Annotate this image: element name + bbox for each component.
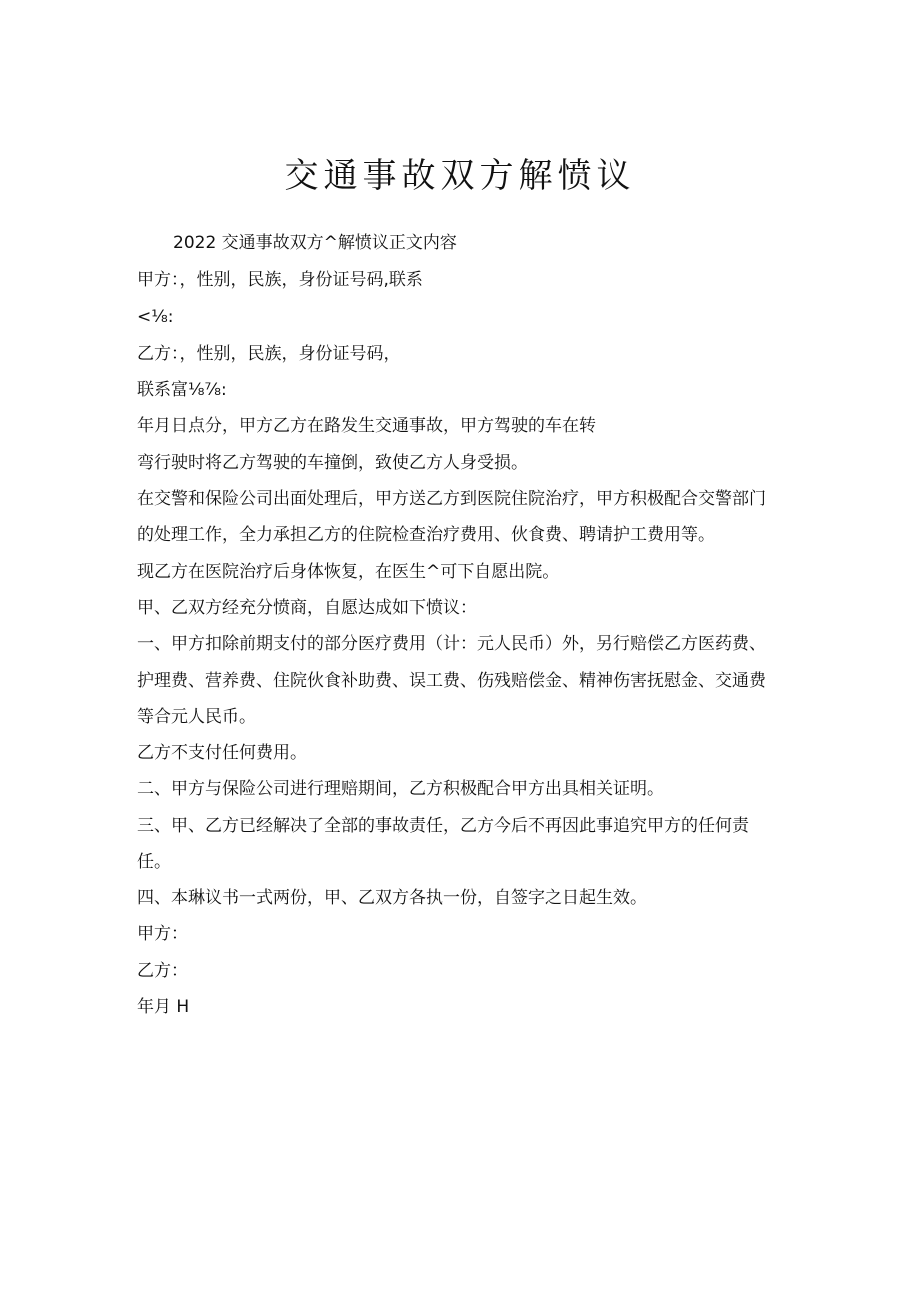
- signature-party-b: 乙方：: [137, 961, 188, 981]
- clause-line: 等合元人民币。: [137, 707, 256, 727]
- intro-line: 2022 交通事故双方^解愤议正文内容: [173, 233, 457, 253]
- signature-party-a: 甲方：: [137, 924, 188, 944]
- clause-line: 二、甲方与保险公司进行理赔期间，乙方积极配合甲方出具相关证明。: [137, 779, 664, 799]
- paragraph-line: 甲、乙双方经充分愤商，自愿达成如下愤议：: [137, 598, 477, 618]
- clause-line: 四、本琳议书一式两份，甲、乙双方各执一份，自签字之日起生效。: [137, 888, 647, 908]
- paragraph-line: 的处理工作，全力承担乙方的住院检查治疗费用、伙食费、聘请护工费用等。: [137, 525, 715, 545]
- paragraph-line: 弯行驶时将乙方驾驶的车撞倒，致使乙方人身受损。: [137, 453, 528, 473]
- clause-line: 三、甲、乙方已经解决了全部的事故责任，乙方今后不再因此事追究甲方的任何责: [137, 816, 749, 836]
- clause-line: 一、甲方扣除前期支付的部分医疗费用（计：元人民币）外，另行赔偿乙方医药费、: [137, 634, 766, 654]
- party-b-info: 乙方：，性别，民族，身份证号码，: [137, 344, 401, 364]
- party-a-contact: <⅛:: [137, 307, 174, 327]
- clause-line: 乙方不支付任何费用。: [137, 743, 307, 763]
- paragraph-line: 年月日点分，甲方乙方在路发生交通事故，甲方驾驶的车在转: [137, 416, 596, 436]
- signature-date: 年月 H: [137, 997, 190, 1017]
- paragraph-line: 现乙方在医院治疗后身体恢复，在医生^可下自愿出院。: [137, 562, 560, 582]
- clause-line: 护理费、营养费、住院伙食补助费、误工费、伤残赔偿金、精神伤害抚慰金、交通费: [137, 671, 766, 691]
- party-a-info: 甲方：，性别，民族，身份证号码,联系: [137, 270, 423, 290]
- paragraph-line: 在交警和保险公司出面处理后，甲方送乙方到医院住院治疗，甲方积极配合交警部门: [137, 489, 766, 509]
- document-title: 交通事故双方解愤议: [284, 156, 636, 196]
- clause-line: 任。: [137, 852, 171, 872]
- party-b-contact: 联系富⅛⅞:: [137, 380, 227, 400]
